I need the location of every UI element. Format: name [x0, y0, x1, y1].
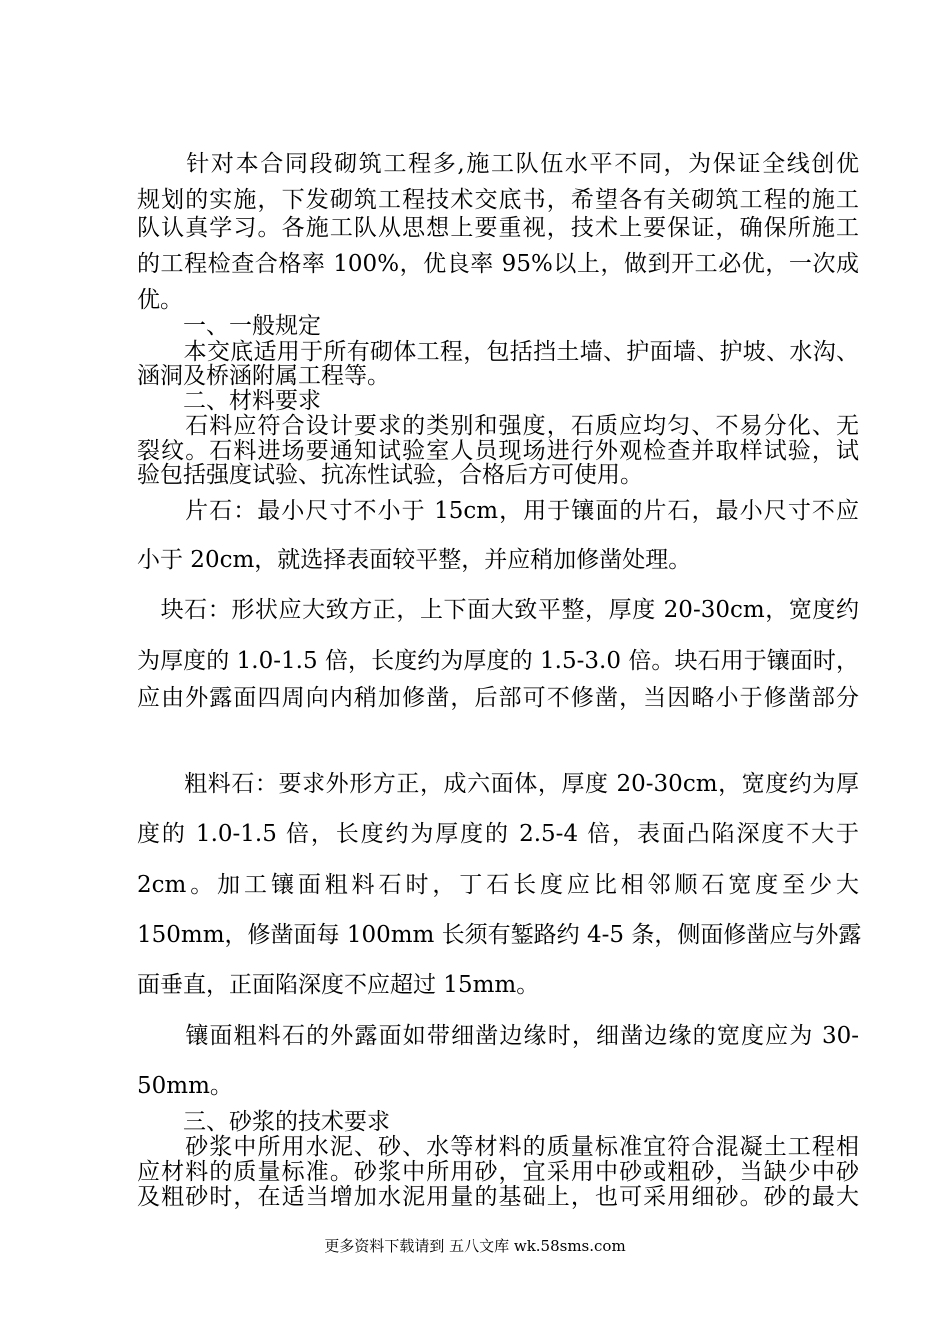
flagstone-line-1: 片石：最小尺寸不小于 15cm，用于镶面的片石，最小尺寸不应 [137, 498, 859, 524]
rough-stone-line-1: 粗料石：要求外形方正，成六面体，厚度 20-30cm，宽度约为厚 [137, 771, 859, 797]
section-1-line-1: 本交底适用于所有砌体工程，包括挡土墙、护面墙、护坡、水沟、 [137, 339, 859, 365]
block-line-1: 块石：形状应大致方正，上下面大致平整，厚度 20-30cm，宽度约 [137, 597, 859, 623]
mortar-line-1: 砂浆中所用水泥、砂、水等材料的质量标准宜符合混凝土工程相 [137, 1134, 859, 1160]
section-1-line-2: 涵洞及桥涵附属工程等。 [137, 363, 390, 389]
flagstone-line-2: 小于 20cm，就选择表面较平整，并应稍加修凿处理。 [137, 547, 692, 573]
facing-stone-line-1: 镶面粗料石的外露面如带细凿边缘时，细凿边缘的宽度应为 30- [137, 1023, 859, 1049]
rough-stone-line-5: 面垂直，正面陷深度不应超过 15mm。 [137, 972, 540, 998]
rough-stone-line-3: 2cm。加工镶面粗料石时，丁石长度应比相邻顺石宽度至少大 [137, 872, 859, 898]
section-3-heading: 三、砂浆的技术要求 [137, 1109, 390, 1135]
block-line-3: 应由外露面四周向内稍加修凿，后部可不修凿，当因略小于修凿部分 [137, 685, 859, 711]
intro-line-1: 针对本合同段砌筑工程多,施工队伍水平不同，为保证全线创优 [137, 151, 859, 177]
stone-line-1: 石料应符合设计要求的类别和强度，石质应均匀、不易分化、无 [137, 413, 859, 439]
section-1-heading: 一、一般规定 [137, 313, 321, 339]
rough-stone-line-2: 度的 1.0-1.5 倍，长度约为厚度的 2.5-4 倍，表面凸陷深度不大于 [137, 821, 859, 847]
intro-line-3: 队认真学习。各施工队从思想上要重视，技术上要保证，确保所施工 [137, 215, 859, 241]
block-line-2: 为厚度的 1.0-1.5 倍，长度约为厚度的 1.5-3.0 倍。块石用于镶面时， [137, 648, 859, 674]
section-2-heading: 二、材料要求 [137, 388, 321, 414]
stone-line-3: 验包括强度试验、抗冻性试验，合格后方可使用。 [137, 462, 643, 488]
rough-stone-line-4: 150mm，修凿面每 100mm 长须有錾路约 4-5 条，侧面修凿应与外露 [137, 922, 862, 948]
intro-line-5: 优。 [137, 287, 183, 313]
mortar-line-2: 应材料的质量标准。砂浆中所用砂，宜采用中砂或粗砂，当缺少中砂 [137, 1159, 859, 1185]
footer-download-note: 更多资料下载请到 五八文库 wk.58sms.com [324, 1237, 626, 1255]
mortar-line-3: 及粗砂时，在适当增加水泥用量的基础上，也可采用细砂。砂的最大 [137, 1184, 859, 1210]
intro-line-4: 的工程检查合格率 100%，优良率 95%以上，做到开工必优，一次成 [137, 251, 859, 277]
stone-line-2: 裂纹。石料进场要通知试验室人员现场进行外观检查并取样试验，试 [137, 438, 859, 464]
facing-stone-line-2: 50mm。 [137, 1073, 233, 1099]
intro-line-2: 规划的实施，下发砌筑工程技术交底书，希望各有关砌筑工程的施工 [137, 187, 859, 213]
